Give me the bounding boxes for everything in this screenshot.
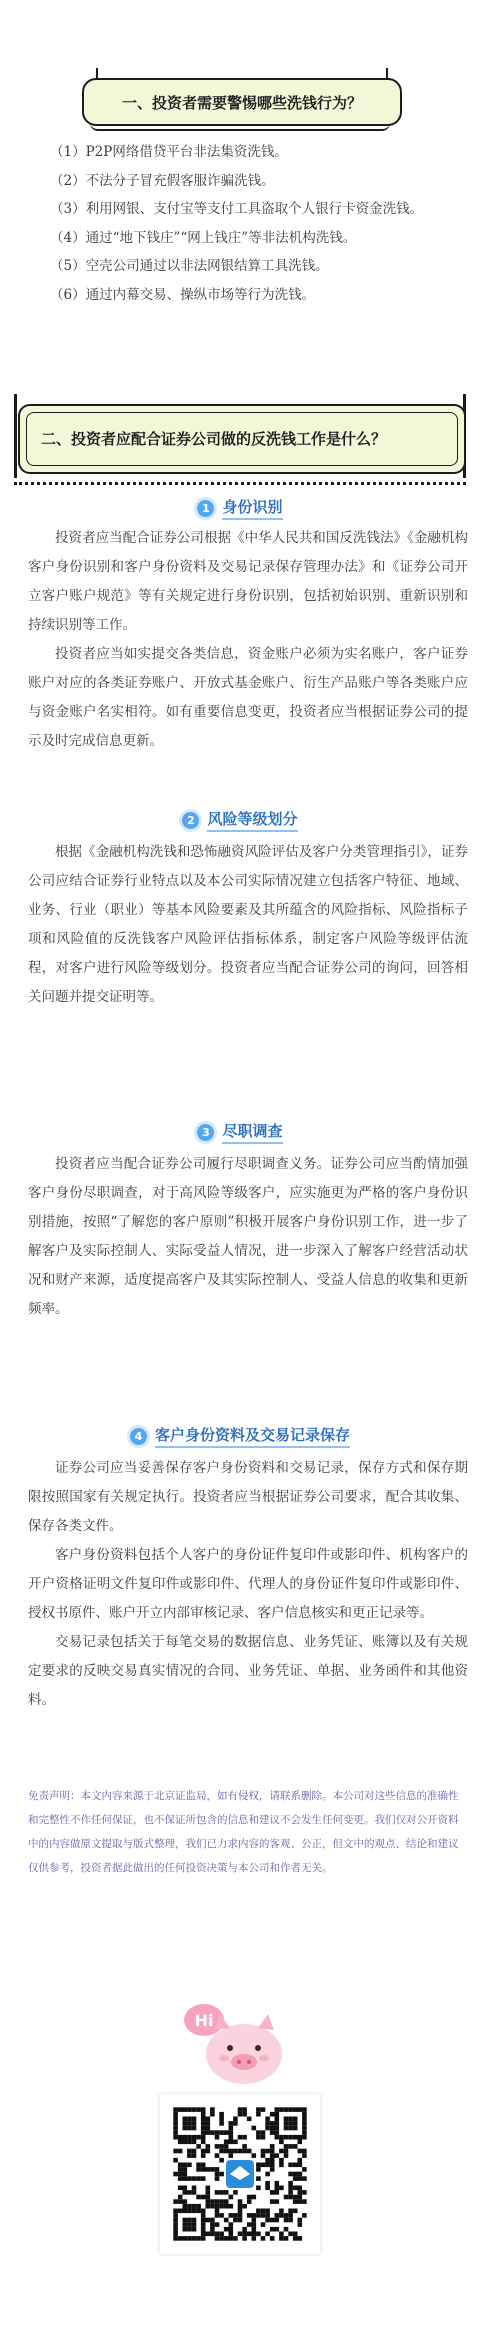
section2-title: 二、投资者应配合证券公司做的反洗钱工作是什么？ bbox=[41, 430, 387, 448]
section1-list bbox=[28, 138, 468, 309]
subsection-3-body bbox=[28, 1150, 468, 1324]
number-badge: 2 bbox=[182, 812, 199, 829]
section2-header bbox=[18, 404, 466, 474]
list-item: （4）通过“地下钱庄”“网上钱庄”等非法机构洗钱。 bbox=[50, 229, 357, 246]
list-item: （1）P2P网络借贷平台非法集资洗钱。 bbox=[50, 144, 288, 160]
section1-header bbox=[82, 78, 402, 126]
paragraph: 投资者应当如实提交各类信息，资金账户必须为实名账户，客户证券账户对应的各类证券账户、开放式基金账户、衍生产品账户等各类账户应与资金账户名实相符。如有重要信息变更，投资者应当根据证券公司的提示及时完成信息更新。 bbox=[28, 646, 468, 749]
subsection-1-body bbox=[28, 524, 468, 756]
qr-code bbox=[160, 2094, 320, 2254]
list-item: （5）空壳公司通过以非法网银结算工具洗钱。 bbox=[50, 258, 329, 274]
list-item: （3）利用网银、支付宝等支付工具盗取个人银行卡资金洗钱。 bbox=[50, 201, 424, 217]
paragraph: 根据《金融机构洗钱和恐怖融资风险评估及客户分类管理指引》，证券公司应结合证券行业特点以及本公司实际情况建立包括客户特征、地域、业务、行业（职业）等基本风险要素及其所蕴含的风险指标、风险指标子项和风险值的反洗钱客户风险评估指标体系，制定客户风险等级评估流程，对客户进行风险等级划分。投资者应当配合证券公司的询问，回答相关问题并提交证明等。 bbox=[28, 844, 468, 1005]
list-item: （6）通过内幕交易、操纵市场等行为洗钱。 bbox=[50, 286, 316, 303]
number-badge: 1 bbox=[197, 500, 214, 517]
paragraph: 证券公司应当妥善保存客户身份资料和交易记录，保存方式和保存期限按照国家有关规定执行。投资者应当根据证券公司要求，配合其收集、保存各类文件。 bbox=[28, 1460, 468, 1534]
subsection-4-heading bbox=[0, 1424, 480, 1448]
paragraph: 投资者应当配合证券公司根据《中华人民共和国反洗钱法》《金融机构客户身份识别和客户身份资料及交易记录保存管理办法》和《证券公司开立客户账户规范》等有关规定进行身份识别，包括初始识别、重新识别和持续识别等工作。 bbox=[28, 530, 468, 633]
bubble-text: Hi bbox=[194, 2011, 214, 2030]
subsection-title: 身份识别 bbox=[222, 496, 282, 520]
subsection-title: 尽职调查 bbox=[222, 1120, 282, 1144]
dotted-divider bbox=[14, 482, 466, 485]
qr-code-icon bbox=[160, 2094, 320, 2254]
subsection-1-heading bbox=[0, 496, 480, 520]
number-badge: 4 bbox=[130, 1428, 147, 1445]
subsection-title: 客户身份资料及交易记录保存 bbox=[155, 1424, 350, 1448]
disclaimer: 免责声明：本文内容来源于北京证监局，如有侵权，请联系删除。本公司对这些信息的准确性和完整性不作任何保证，也不保证所包含的信息和建议不会发生任何变更。我们仅对公开资料中的内容做原文提取与版式整理，我们已力求内容的客观、公正，但文中的观点、结论和建议仅供参考，投资者据此做出的任何投资决策与本公司和作者无关。 bbox=[28, 1790, 459, 1874]
section2-header-left-bar bbox=[14, 394, 17, 478]
subsection-4-body bbox=[28, 1454, 468, 1715]
subsection-3-heading bbox=[0, 1120, 480, 1144]
paragraph: 投资者应当配合证券公司履行尽职调查义务。证券公司应当酌情加强客户身份尽职调查，对于高风险等级客户，应实施更为严格的客户身份识别措施，按照“了解您的客户原则”积极开展客户身份识别工作，进一步了解客户及实际控制人、实际受益人情况，进一步深入了解客户经营活动状况和财产来源，适度提高客户及其实际控制人、受益人信息的收集和更新频率。 bbox=[28, 1156, 468, 1317]
section1-title: 一、投资者需要警惕哪些洗钱行为？ bbox=[121, 93, 362, 112]
subsection-2-heading bbox=[0, 808, 480, 832]
subsection-2-body bbox=[28, 838, 468, 1012]
paragraph: 客户身份资料包括个人客户的身份证件复印件或影印件、机构客户的开户资格证明文件复印件或影印件、代理人的身份证件复印件或影印件、授权书原件、账户开立内部审核记录、客户信息核实和更正记录等。 bbox=[28, 1547, 468, 1621]
paragraph: 交易记录包括关于每笔交易的数据信息、业务凭证、账簿以及有关规定要求的反映交易真实情况的合同、业务凭证、单据、业务函件和其他资料。 bbox=[28, 1634, 468, 1708]
number-badge: 3 bbox=[197, 1124, 214, 1141]
subsection-title: 风险等级划分 bbox=[207, 808, 297, 832]
section1-header-underline bbox=[90, 123, 390, 131]
pig-mascot-icon bbox=[174, 1990, 300, 2086]
list-item: （2）不法分子冒充假客服诈骗洗钱。 bbox=[50, 172, 275, 189]
